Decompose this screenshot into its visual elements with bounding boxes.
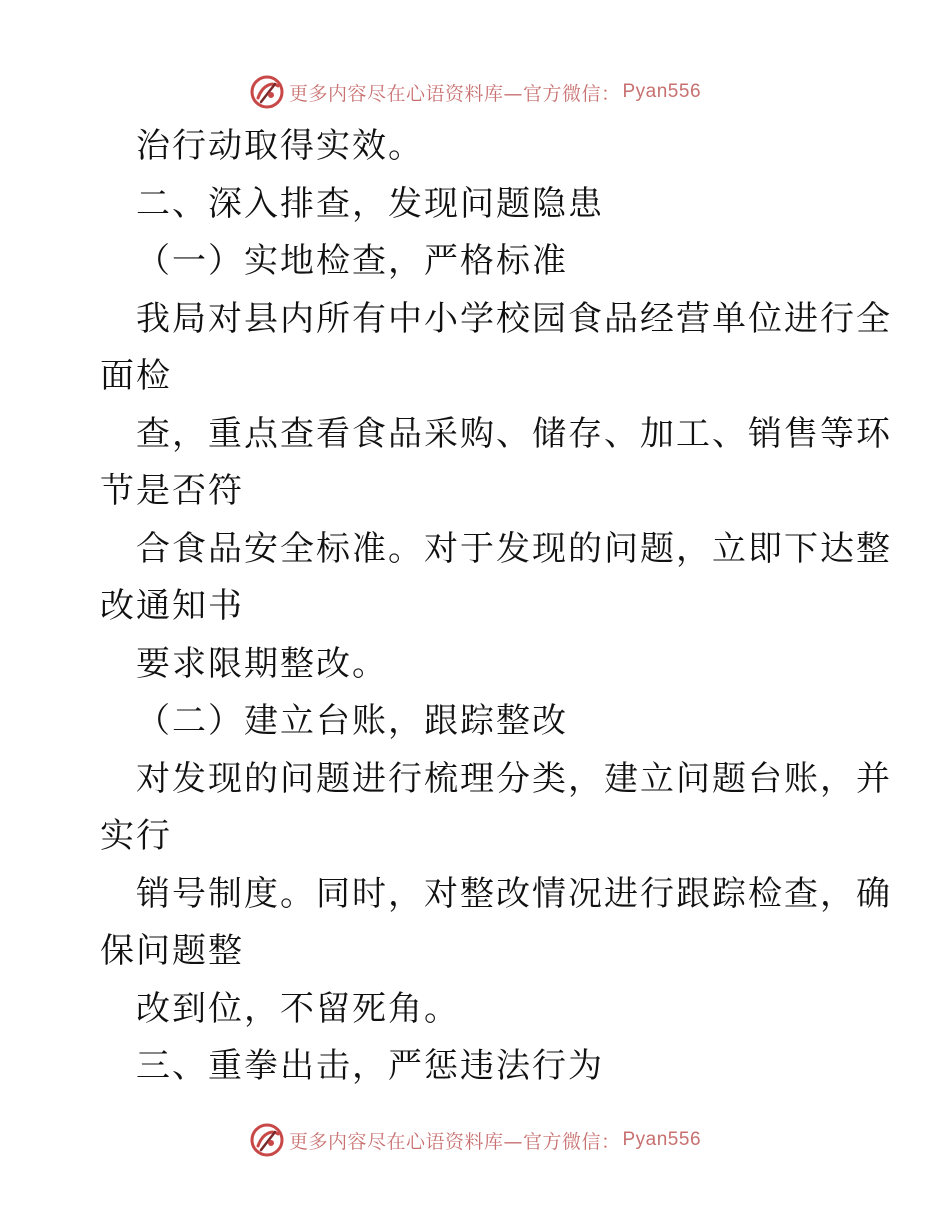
body-text-line: 我局对县内所有中小学校园食品经营单位进行全 bbox=[136, 298, 892, 339]
watermark-text: 更多内容尽在心语资料库—官方微信： bbox=[288, 1130, 621, 1153]
body-text-line: 保问题整 bbox=[100, 931, 244, 971]
body-text-line: 要求限期整改。 bbox=[136, 643, 388, 684]
brand-logo-icon bbox=[249, 74, 285, 110]
body-text-line: 实行 bbox=[100, 816, 172, 856]
body-text-line: 对发现的问题进行梳理分类，建立问题台账，并 bbox=[136, 758, 892, 799]
brand-logo-icon bbox=[249, 1122, 285, 1158]
document-body bbox=[100, 118, 892, 1096]
watermark-text: 更多内容尽在心语资料库—官方微信： bbox=[288, 82, 621, 105]
footer-watermark bbox=[0, 1120, 950, 1160]
body-text-line: 节是否符 bbox=[100, 471, 244, 511]
watermark-wechat-id: Pyan556 bbox=[622, 81, 702, 102]
header-watermark bbox=[0, 72, 950, 112]
body-text-line: 销号制度。同时，对整改情况进行跟踪检查，确 bbox=[136, 873, 892, 914]
body-text-line: 改通知书 bbox=[100, 586, 244, 626]
body-text-line: （二）建立台账，跟踪整改 bbox=[136, 701, 568, 741]
body-text-line: 合食品安全标准。对于发现的问题，立即下达整 bbox=[136, 528, 892, 569]
watermark-wechat-id: Pyan556 bbox=[622, 1129, 702, 1150]
body-text-line: 治行动取得实效。 bbox=[136, 126, 424, 166]
body-text-line: 二、深入排查，发现问题隐患 bbox=[136, 183, 604, 224]
body-text-line: 改到位，不留死角。 bbox=[136, 988, 460, 1029]
body-text-line: 面检 bbox=[100, 356, 172, 396]
body-text-line: （一）实地检查，严格标准 bbox=[136, 241, 568, 281]
body-text-line: 查，重点查看食品采购、储存、加工、销售等环 bbox=[136, 413, 892, 454]
body-text-line: 三、重拳出击，严惩违法行为 bbox=[136, 1046, 604, 1086]
